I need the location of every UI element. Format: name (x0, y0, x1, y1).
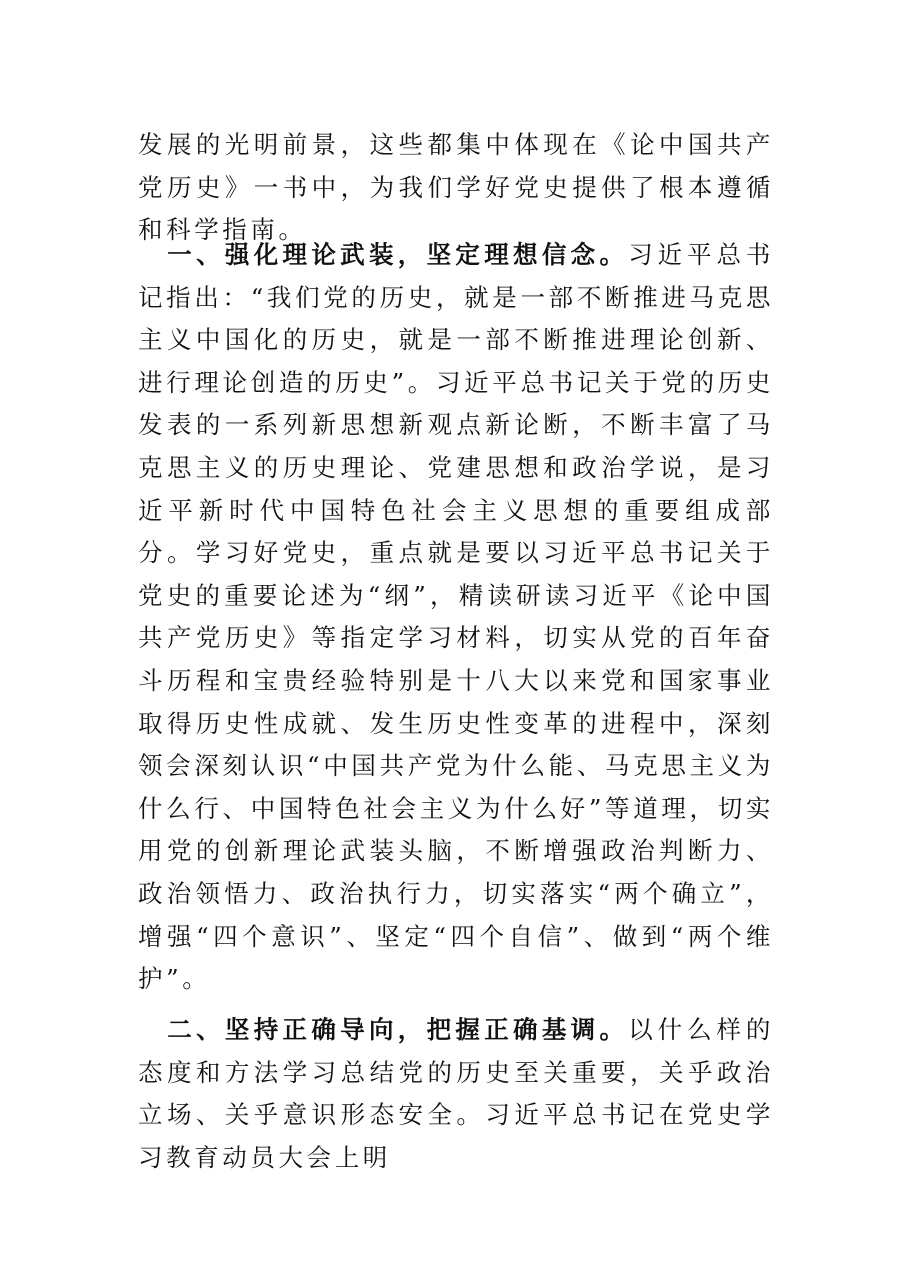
section-2-heading: 二、坚持正确导向，把握正确基调。 (166, 1015, 629, 1044)
paragraph-section-1 (138, 234, 774, 1001)
paragraph-intro (138, 124, 774, 252)
section-2-text: 以什么样的态度和方法学习总结党的历史至关重要，关乎政治立场、关乎意识形态安全。习近平总书记在党史学习教育动员大会上明 (138, 1015, 775, 1172)
section-1-heading: 一、强化理论武装，坚定理想信念。 (166, 240, 629, 269)
section-1-text: 习近平总书记指出：“我们党的历史，就是一部不断推进马克思主义中国化的历史，就是一部不断推进理论创新、进行理论创造的历史”。习近平总书记关于党的历史发表的一系列新思想新观点新论断，不断丰富了马克思主义的历史理论、党建思想和政治学说，是习近平新时代中国特色社会主义思想的重要组成部分。学习好党史，重点就是要以习近平总书记关于党史的重要论述为“纲”，精读研读习近平《论中国共产党历史》等指定学习材料，切实从党的百年奋斗历程和宝贵经验特别是十八大以来党和国家事业取得历史性成就、发生历史性变革的进程中，深刻领会深刻认识“中国共产党为什么能、马克思主义为什么行、中国特色社会主义为什么好”等道理，切实用党的创新理论武装头脑，不断增强政治判断力、政治领悟力、政治执行力，切实落实“两个确立”，增强“四个意识”、坚定“四个自信”、做到“两个维护”。 (138, 240, 775, 994)
paragraph-intro-text: 发展的光明前景，这些都集中体现在《论中国共产党历史》一书中，为我们学好党史提供了根本遵循和科学指南。 (138, 130, 774, 245)
paragraph-section-2 (138, 1009, 774, 1179)
